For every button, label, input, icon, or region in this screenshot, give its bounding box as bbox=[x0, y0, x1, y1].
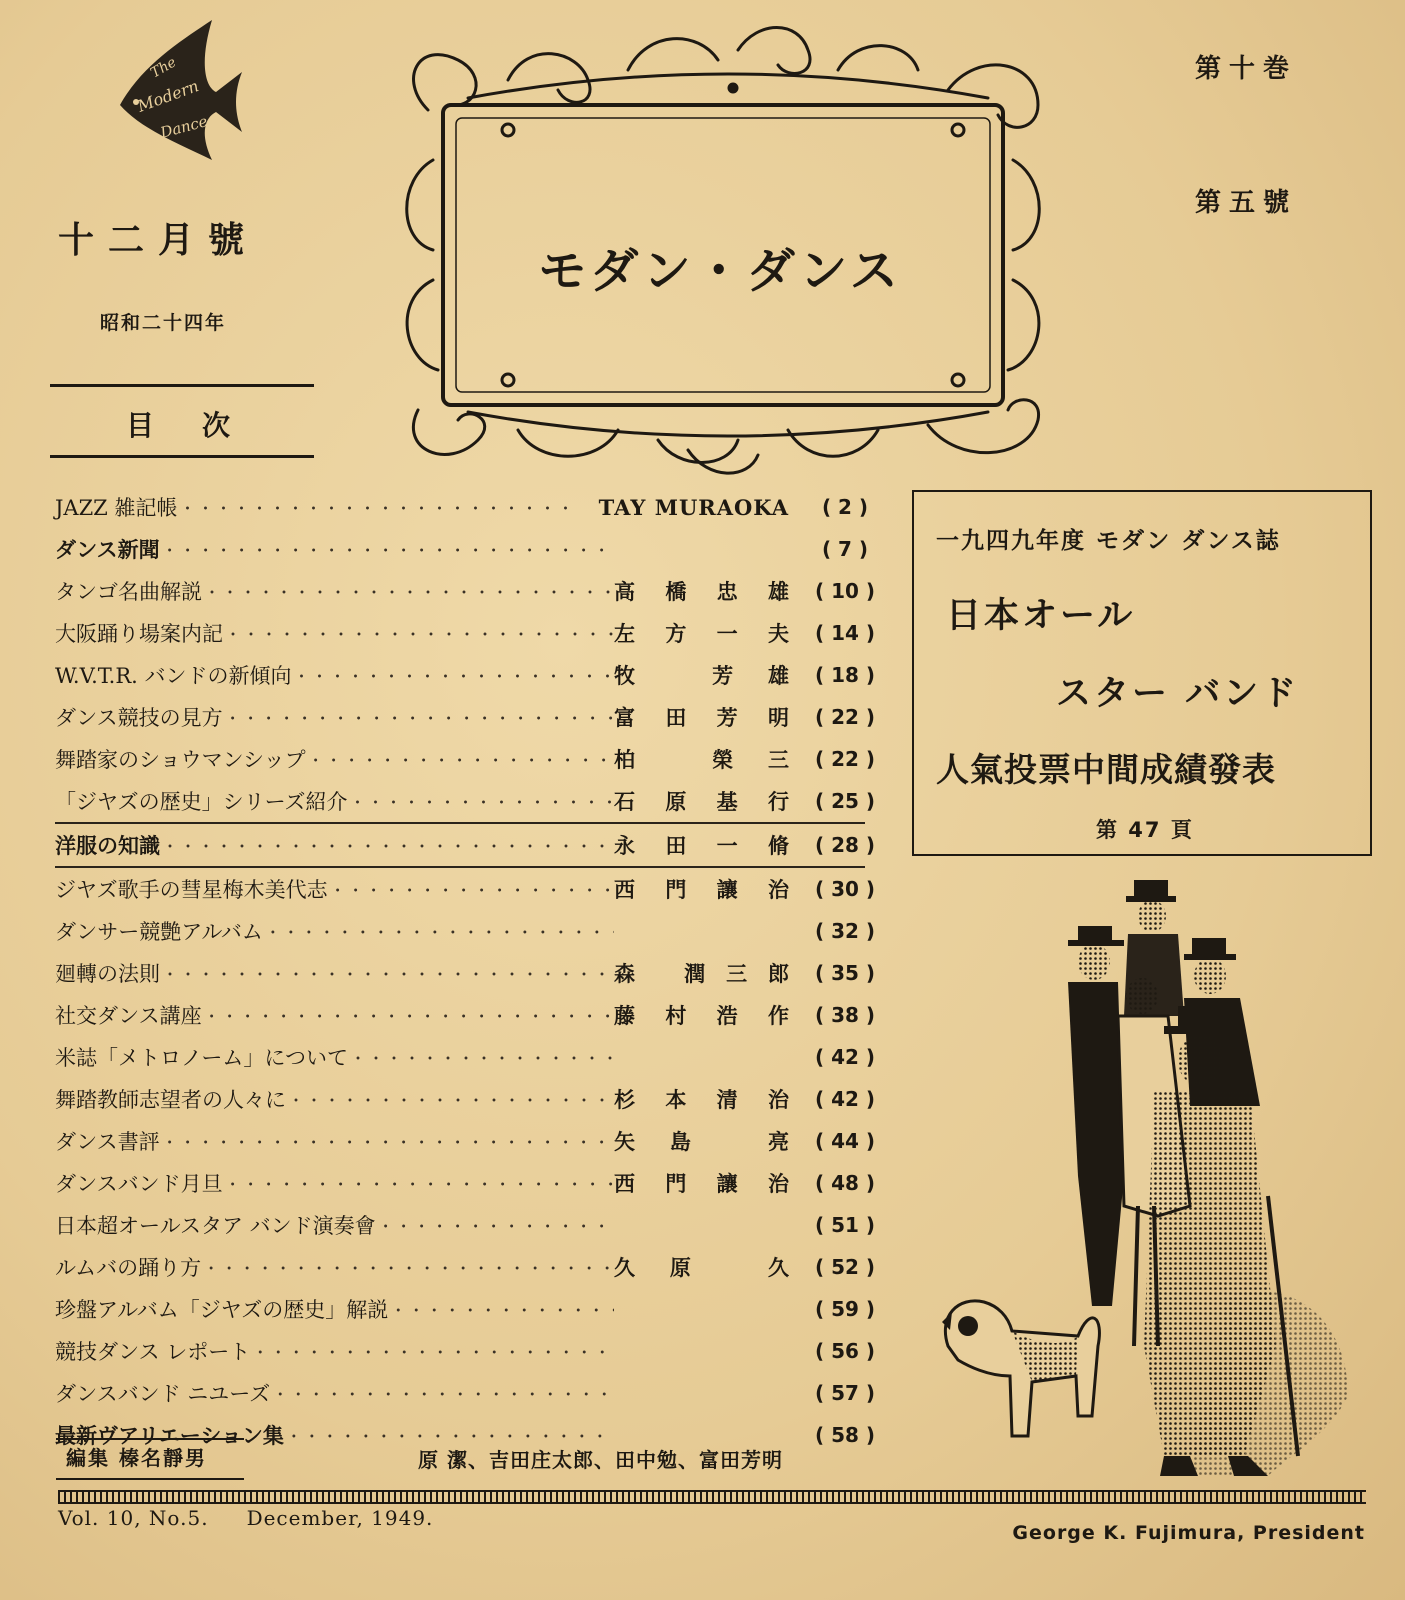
toc-entry-title: 珍盤アルバム「ジヤズの歴史」解説 bbox=[55, 1298, 389, 1322]
footer-rule bbox=[58, 1490, 1366, 1504]
toc-entry bbox=[55, 486, 885, 528]
toc-entry-author: 永田一脩 bbox=[614, 833, 789, 858]
issue-number: 第五號 bbox=[1194, 188, 1297, 218]
toc-entry-page: ( 2 ) bbox=[821, 495, 869, 519]
editor-label: 編集 榛名靜男 bbox=[56, 1438, 244, 1480]
svg-text:Dance: Dance bbox=[158, 112, 210, 142]
ad-line-all-japan: 日本オール bbox=[946, 596, 1136, 636]
toc-leader-dots bbox=[390, 1298, 614, 1321]
toc-leader-dots bbox=[162, 538, 614, 561]
toc-entry-page: ( 25 ) bbox=[814, 789, 876, 813]
toc-entry-title: ダンスバンド月旦 bbox=[55, 1172, 223, 1196]
toc-entry-page: ( 52 ) bbox=[814, 1255, 876, 1279]
toc-leader-dots bbox=[204, 580, 614, 603]
toc-entry-title: 廻轉の法則 bbox=[55, 962, 160, 986]
toc-entry-author: 左方一夫 bbox=[614, 621, 789, 646]
toc-leader-dots bbox=[288, 1088, 614, 1111]
toc-entry-page: ( 18 ) bbox=[814, 663, 876, 687]
toc-entry-title: ダンス新聞 bbox=[55, 538, 160, 562]
toc-leader-dots bbox=[350, 790, 614, 813]
ad-line-year: 一九四九年度 モダン ダンス誌 bbox=[936, 528, 1281, 554]
toc-entry-author: 藤村浩作 bbox=[614, 1003, 789, 1028]
toc-entry-page: ( 7 ) bbox=[821, 537, 869, 561]
toc-leader-dots bbox=[378, 1214, 614, 1237]
ad-line-page: 第 47 頁 bbox=[1096, 818, 1194, 842]
toc-entry-title: ルムバの踊り方 bbox=[55, 1256, 202, 1280]
toc-entry-author: TAY MURAOKA bbox=[598, 494, 789, 520]
toc-leader-dots bbox=[294, 664, 614, 687]
toc-entry-author: 久原 久 bbox=[614, 1255, 789, 1280]
toc-entry-page: ( 22 ) bbox=[814, 705, 876, 729]
toc-entry-page: ( 57 ) bbox=[814, 1381, 876, 1405]
toc-entry bbox=[55, 528, 885, 570]
toc-entry bbox=[55, 1120, 885, 1162]
ad-line-poll-results: 人氣投票中間成績發表 bbox=[936, 750, 1276, 789]
toc-entry-title: 競技ダンス レポート bbox=[55, 1340, 251, 1364]
toc-entry-title: JAZZ 雑記帳 bbox=[55, 496, 178, 520]
table-of-contents bbox=[55, 486, 885, 1456]
toc-entry-title: ダンス競技の見方 bbox=[55, 706, 223, 730]
toc-entry-author: 富田芳明 bbox=[614, 705, 789, 730]
modern-dance-fish-logo bbox=[112, 20, 252, 170]
toc-entry-title: 「ジヤズの歴史」シリーズ紹介 bbox=[55, 790, 348, 814]
toc-entry-page: ( 28 ) bbox=[814, 833, 876, 857]
editorial-staff: 原 潔、吉田庄太郎、田中勉、富田芳明 bbox=[418, 1448, 783, 1472]
ad-line-star-band: スター バンド bbox=[1056, 674, 1300, 714]
toc-leader-dots bbox=[252, 1340, 614, 1363]
svg-text:The: The bbox=[148, 54, 180, 82]
toc-entry-title: 米誌「メトロノーム」について bbox=[55, 1046, 348, 1070]
toc-entry-title: 舞踏教師志望者の人々に bbox=[55, 1088, 286, 1112]
toc-heading-rule-bottom bbox=[50, 455, 314, 458]
footer-issue-info bbox=[58, 1506, 471, 1530]
toc-entry-author: 柏 榮三 bbox=[614, 747, 789, 772]
toc-entry bbox=[55, 994, 885, 1036]
toc-entry-title: 洋服の知識 bbox=[55, 834, 160, 858]
toc-leader-dots bbox=[162, 1130, 614, 1153]
footer-volume: Vol. 10, No.5. bbox=[58, 1506, 209, 1530]
toc-entry-title: 舞踏家のショウマンシップ bbox=[55, 748, 306, 772]
toc-leader-dots bbox=[350, 1046, 614, 1069]
toc-entry bbox=[55, 654, 885, 696]
volume-number: 第十巻 bbox=[1194, 54, 1297, 84]
footer-date: December, 1949. bbox=[246, 1506, 434, 1530]
toc-entry bbox=[55, 780, 885, 822]
toc-entry-page: ( 42 ) bbox=[814, 1045, 876, 1069]
toc-entry-page: ( 59 ) bbox=[814, 1297, 876, 1321]
toc-entry bbox=[55, 738, 885, 780]
toc-leader-dots bbox=[225, 622, 614, 645]
toc-entry-page: ( 38 ) bbox=[814, 1003, 876, 1027]
toc-entry bbox=[55, 1204, 885, 1246]
toc-entry-title: 社交ダンス講座 bbox=[55, 1004, 202, 1028]
toc-entry bbox=[55, 1372, 885, 1414]
toc-leader-dots bbox=[162, 962, 614, 985]
toc-entry-author: 杉本清治 bbox=[614, 1087, 789, 1112]
toc-entry bbox=[55, 1288, 885, 1330]
toc-leader-dots bbox=[225, 706, 614, 729]
toc-leader-dots bbox=[265, 920, 614, 943]
toc-entry-page: ( 42 ) bbox=[814, 1087, 876, 1111]
toc-leader-dots bbox=[330, 878, 614, 901]
toc-entry-page: ( 51 ) bbox=[814, 1213, 876, 1237]
toc-entry-title: 日本超オールスタア バンド演奏會 bbox=[55, 1214, 376, 1238]
footer-president: George K. Fujimura, President bbox=[1012, 1522, 1365, 1544]
toc-entry-author: 高橋忠雄 bbox=[614, 579, 789, 604]
toc-entry bbox=[55, 824, 885, 866]
toc-leader-dots bbox=[203, 1256, 614, 1279]
gentlemen-with-dog-illustration bbox=[928, 876, 1368, 1486]
toc-leader-dots bbox=[308, 748, 614, 771]
toc-entry bbox=[55, 570, 885, 612]
toc-entry-page: ( 48 ) bbox=[814, 1171, 876, 1195]
toc-entry-title: ジヤズ歌手の彗星梅木美代志 bbox=[55, 878, 328, 902]
toc-entry-title: ダンサー競艶アルバム bbox=[55, 920, 263, 944]
issue-month: 十二月號 bbox=[58, 219, 259, 261]
issue-year: 昭和二十四年 bbox=[100, 312, 227, 334]
toc-entry bbox=[55, 1036, 885, 1078]
toc-entry-author: 牧 芳雄 bbox=[614, 663, 789, 688]
toc-entry-title: 最新ヴアリエーション集 bbox=[55, 1424, 284, 1448]
toc-entry-title: 大阪踊り場案内記 bbox=[55, 622, 223, 646]
toc-entry-page: ( 22 ) bbox=[814, 747, 876, 771]
toc-leader-dots bbox=[272, 1382, 614, 1405]
toc-entry-author: 矢島 亮 bbox=[614, 1129, 789, 1154]
toc-entry-page: ( 44 ) bbox=[814, 1129, 876, 1153]
toc-entry-page: ( 58 ) bbox=[814, 1423, 876, 1447]
toc-leader-dots bbox=[204, 1004, 614, 1027]
toc-entry-page: ( 30 ) bbox=[814, 877, 876, 901]
toc-entry-author: 石原基行 bbox=[614, 789, 789, 814]
toc-entry bbox=[55, 1078, 885, 1120]
svg-text:Modern: Modern bbox=[134, 76, 202, 116]
toc-entry bbox=[55, 1246, 885, 1288]
toc-leader-dots bbox=[162, 834, 614, 857]
toc-entry-title: W.V.T.R. バンドの新傾向 bbox=[55, 664, 292, 688]
toc-leader-dots bbox=[225, 1172, 614, 1195]
toc-entry-author: 西門讓治 bbox=[614, 877, 789, 902]
toc-entry-author: 森 潤三郎 bbox=[614, 961, 789, 986]
toc-entry bbox=[55, 1330, 885, 1372]
toc-entry-page: ( 35 ) bbox=[814, 961, 876, 985]
toc-heading: 目次 bbox=[125, 409, 278, 442]
toc-entry-title: タンゴ名曲解説 bbox=[55, 580, 202, 604]
toc-entry-page: ( 56 ) bbox=[814, 1339, 876, 1363]
toc-entry-page: ( 14 ) bbox=[814, 621, 876, 645]
toc-entry bbox=[55, 952, 885, 994]
toc-leader-dots bbox=[179, 496, 569, 519]
magazine-title: モダン・ダンス bbox=[538, 243, 902, 299]
toc-entry bbox=[55, 1162, 885, 1204]
toc-entry-title: ダンス書評 bbox=[55, 1130, 160, 1154]
toc-heading-rule-top bbox=[50, 384, 314, 387]
toc-entry-page: ( 32 ) bbox=[814, 919, 876, 943]
toc-entry-title: ダンスバンド ニユーズ bbox=[55, 1382, 271, 1406]
toc-entry bbox=[55, 696, 885, 738]
toc-entry bbox=[55, 910, 885, 952]
toc-entry bbox=[55, 612, 885, 654]
toc-entry bbox=[55, 868, 885, 910]
toc-entry-page: ( 10 ) bbox=[814, 579, 876, 603]
poll-announcement-box bbox=[912, 490, 1372, 856]
toc-entry-author: 西門讓治 bbox=[614, 1171, 789, 1196]
